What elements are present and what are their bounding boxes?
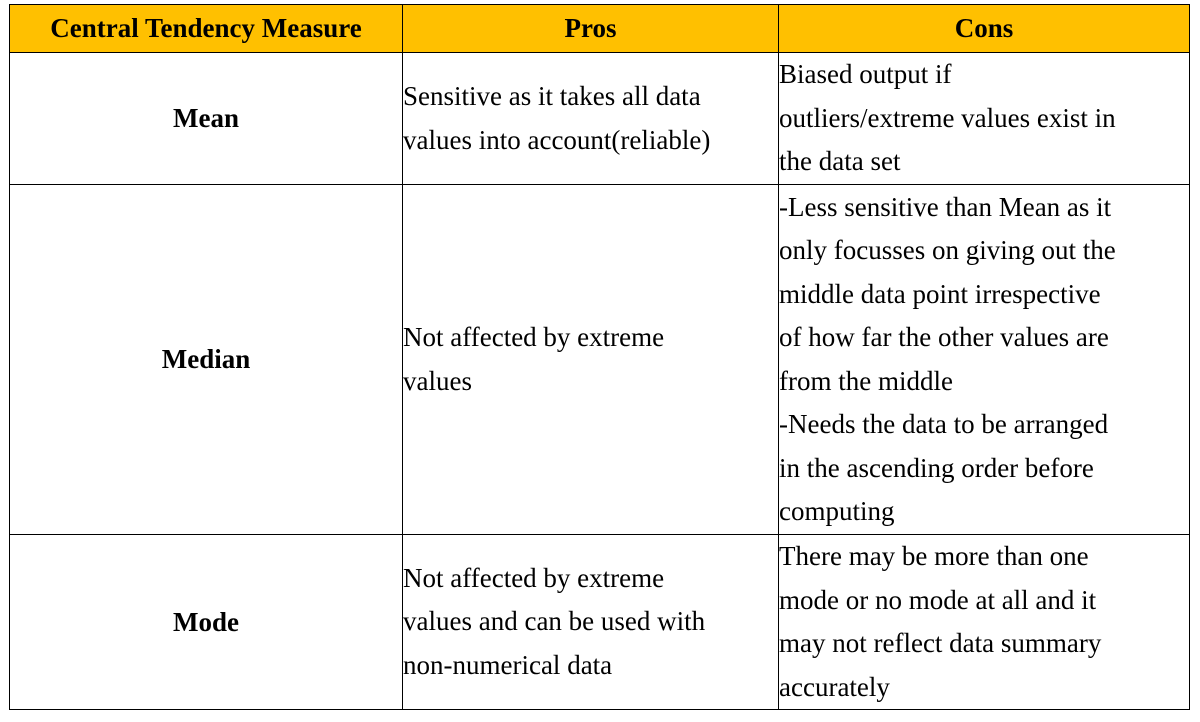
header-pros: Pros [403,5,779,53]
header-row [10,5,1190,53]
pros-line: non-numerical data [403,649,613,680]
cons-line: in the ascending order before [779,452,1094,483]
cons-cell [779,185,1190,535]
cons-line: only focusses on giving out the [779,235,1116,265]
pros-cell [403,53,779,185]
pros-line: Sensitive as it takes all data [403,81,701,111]
pros-cell [403,535,779,710]
cons-line: Biased output if [779,59,952,90]
pros-line: Not affected by extreme [403,322,665,352]
pros-cell [403,185,779,535]
comparison-table [9,4,1190,710]
cons-line: from the middle [779,365,953,396]
cons-line: -Needs the data to be arranged [779,409,1109,439]
cons-line: mode or no mode at all and it [779,584,1097,615]
cons-line: outliers/extreme values exist in [779,102,1116,133]
table-row-median [10,185,1190,535]
pros-line: values into account(reliable) [403,124,711,155]
cons-cell [779,53,1190,185]
cons-line: There may be more than one [779,541,1089,571]
cons-line: of how far the other values are [779,322,1109,352]
pros-line: Not affected by extreme [403,562,665,593]
table-row-mean [10,53,1190,185]
header-cons: Cons [779,5,1190,53]
pros-line: values [403,365,472,396]
cons-line: accurately [779,671,890,702]
measure-cell: Mean [10,53,403,185]
cons-line: middle data point irrespective [779,278,1101,309]
measure-cell: Mode [10,535,403,710]
cons-line: the data set [779,146,901,177]
cons-line: -Less sensitive than Mean as it [779,191,1112,222]
cons-line: may not reflect data summary [779,628,1102,658]
header-measure: Central Tendency Measure [10,5,403,53]
table-row-mode [10,535,1190,710]
pros-line: values and can be used with [403,606,706,637]
measure-cell: Median [10,185,403,535]
cons-cell [779,535,1190,710]
cons-line: computing [779,496,895,526]
